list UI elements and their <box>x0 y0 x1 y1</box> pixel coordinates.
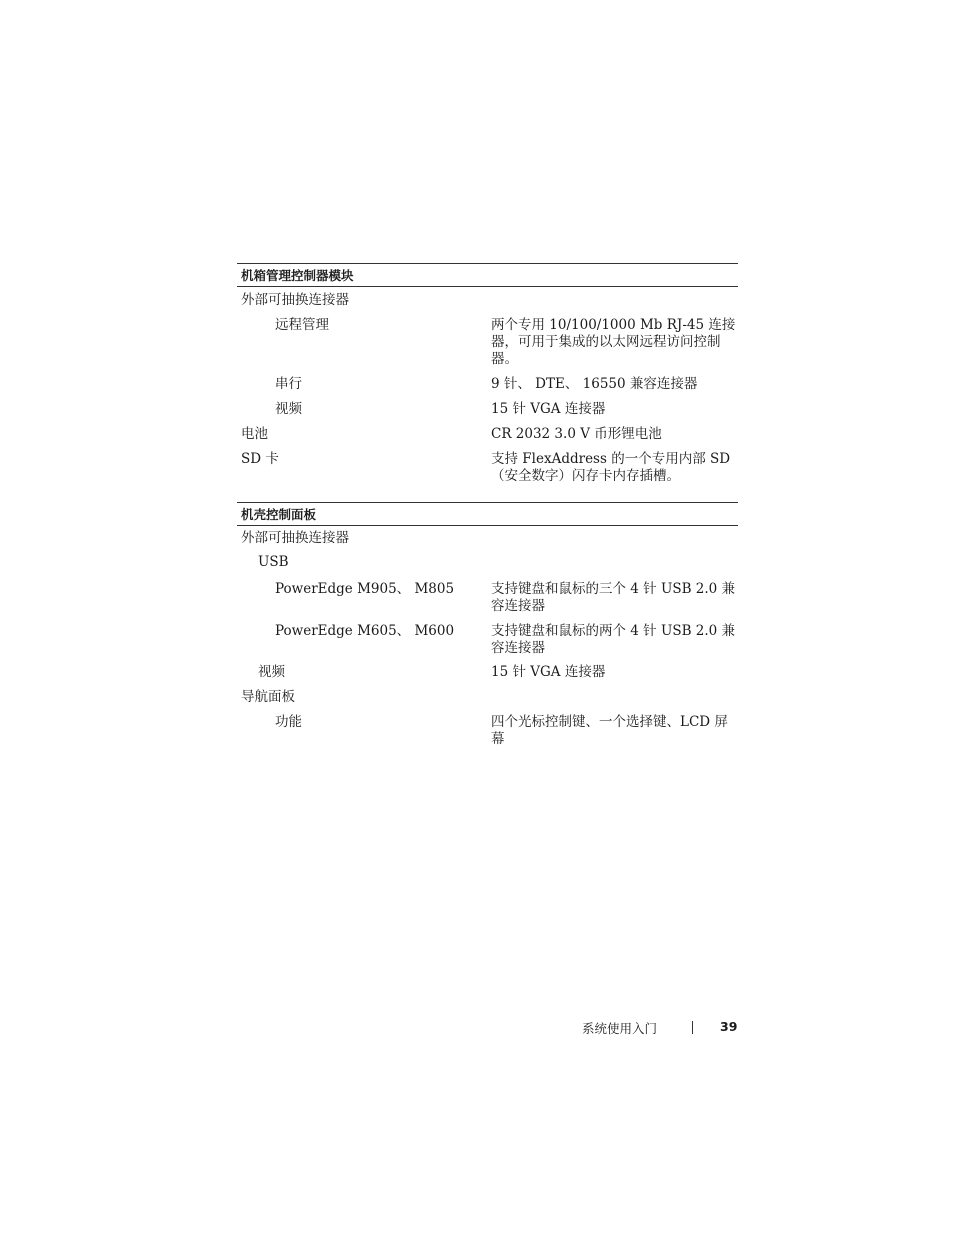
spec-row <box>237 689 738 706</box>
spec-value: 四个光标控制键、一个选择键、LCD 屏幕 <box>491 714 728 747</box>
spec-label: SD 卡 <box>241 451 279 467</box>
spec-value: 支持键盘和鼠标的两个 4 针 USB 2.0 兼容连接器 <box>491 623 736 656</box>
spec-row <box>237 714 738 747</box>
page-number: 39 <box>720 1019 738 1034</box>
spec-label: 功能 <box>275 714 302 730</box>
spec-row <box>237 530 738 547</box>
spec-row <box>237 554 738 571</box>
spec-label: PowerEdge M605、 M600 <box>275 623 455 639</box>
spec-label: 视频 <box>275 401 302 417</box>
spec-row <box>237 664 738 681</box>
footer-separator <box>692 1021 693 1034</box>
spec-label: 串行 <box>275 376 302 392</box>
spec-row <box>237 426 738 443</box>
spec-label: 远程管理 <box>275 317 329 333</box>
spec-row <box>237 376 738 393</box>
spec-row <box>237 292 738 309</box>
page-footer <box>582 1019 738 1037</box>
spec-label: 导航面板 <box>241 689 295 705</box>
footer-section-title: 系统使用入门 <box>582 1021 658 1036</box>
cmc-spec-table <box>237 263 738 484</box>
spec-row <box>237 317 738 367</box>
spec-row <box>237 623 738 656</box>
section-title-control-panel: 机壳控制面板 <box>237 502 738 526</box>
spec-label: PowerEdge M905、 M805 <box>275 581 455 597</box>
section-title-cmc: 机箱管理控制器模块 <box>237 263 738 287</box>
spec-label: 外部可抽换连接器 <box>241 530 349 546</box>
spec-row <box>237 451 738 484</box>
spec-row <box>237 401 738 418</box>
spec-value: 支持 FlexAddress 的一个专用内部 SD（安全数字）闪存卡内存插槽。 <box>491 451 731 484</box>
spec-value: 15 针 VGA 连接器 <box>491 401 606 417</box>
spec-row <box>237 581 738 614</box>
control-panel-spec-table <box>237 502 738 747</box>
spec-label: USB <box>258 554 289 570</box>
spec-value: 9 针、 DTE、 16550 兼容连接器 <box>491 376 698 392</box>
spec-label: 电池 <box>241 426 268 442</box>
spec-value: CR 2032 3.0 V 币形锂电池 <box>491 426 662 442</box>
spec-value: 支持键盘和鼠标的三个 4 针 USB 2.0 兼容连接器 <box>491 581 736 614</box>
spec-label: 外部可抽换连接器 <box>241 292 349 308</box>
spec-value: 15 针 VGA 连接器 <box>491 664 606 680</box>
spec-value: 两个专用 10/100/1000 Mb RJ-45 连接器，可用于集成的以太网远程访问控制器。 <box>491 317 736 367</box>
spec-label: 视频 <box>258 664 285 680</box>
